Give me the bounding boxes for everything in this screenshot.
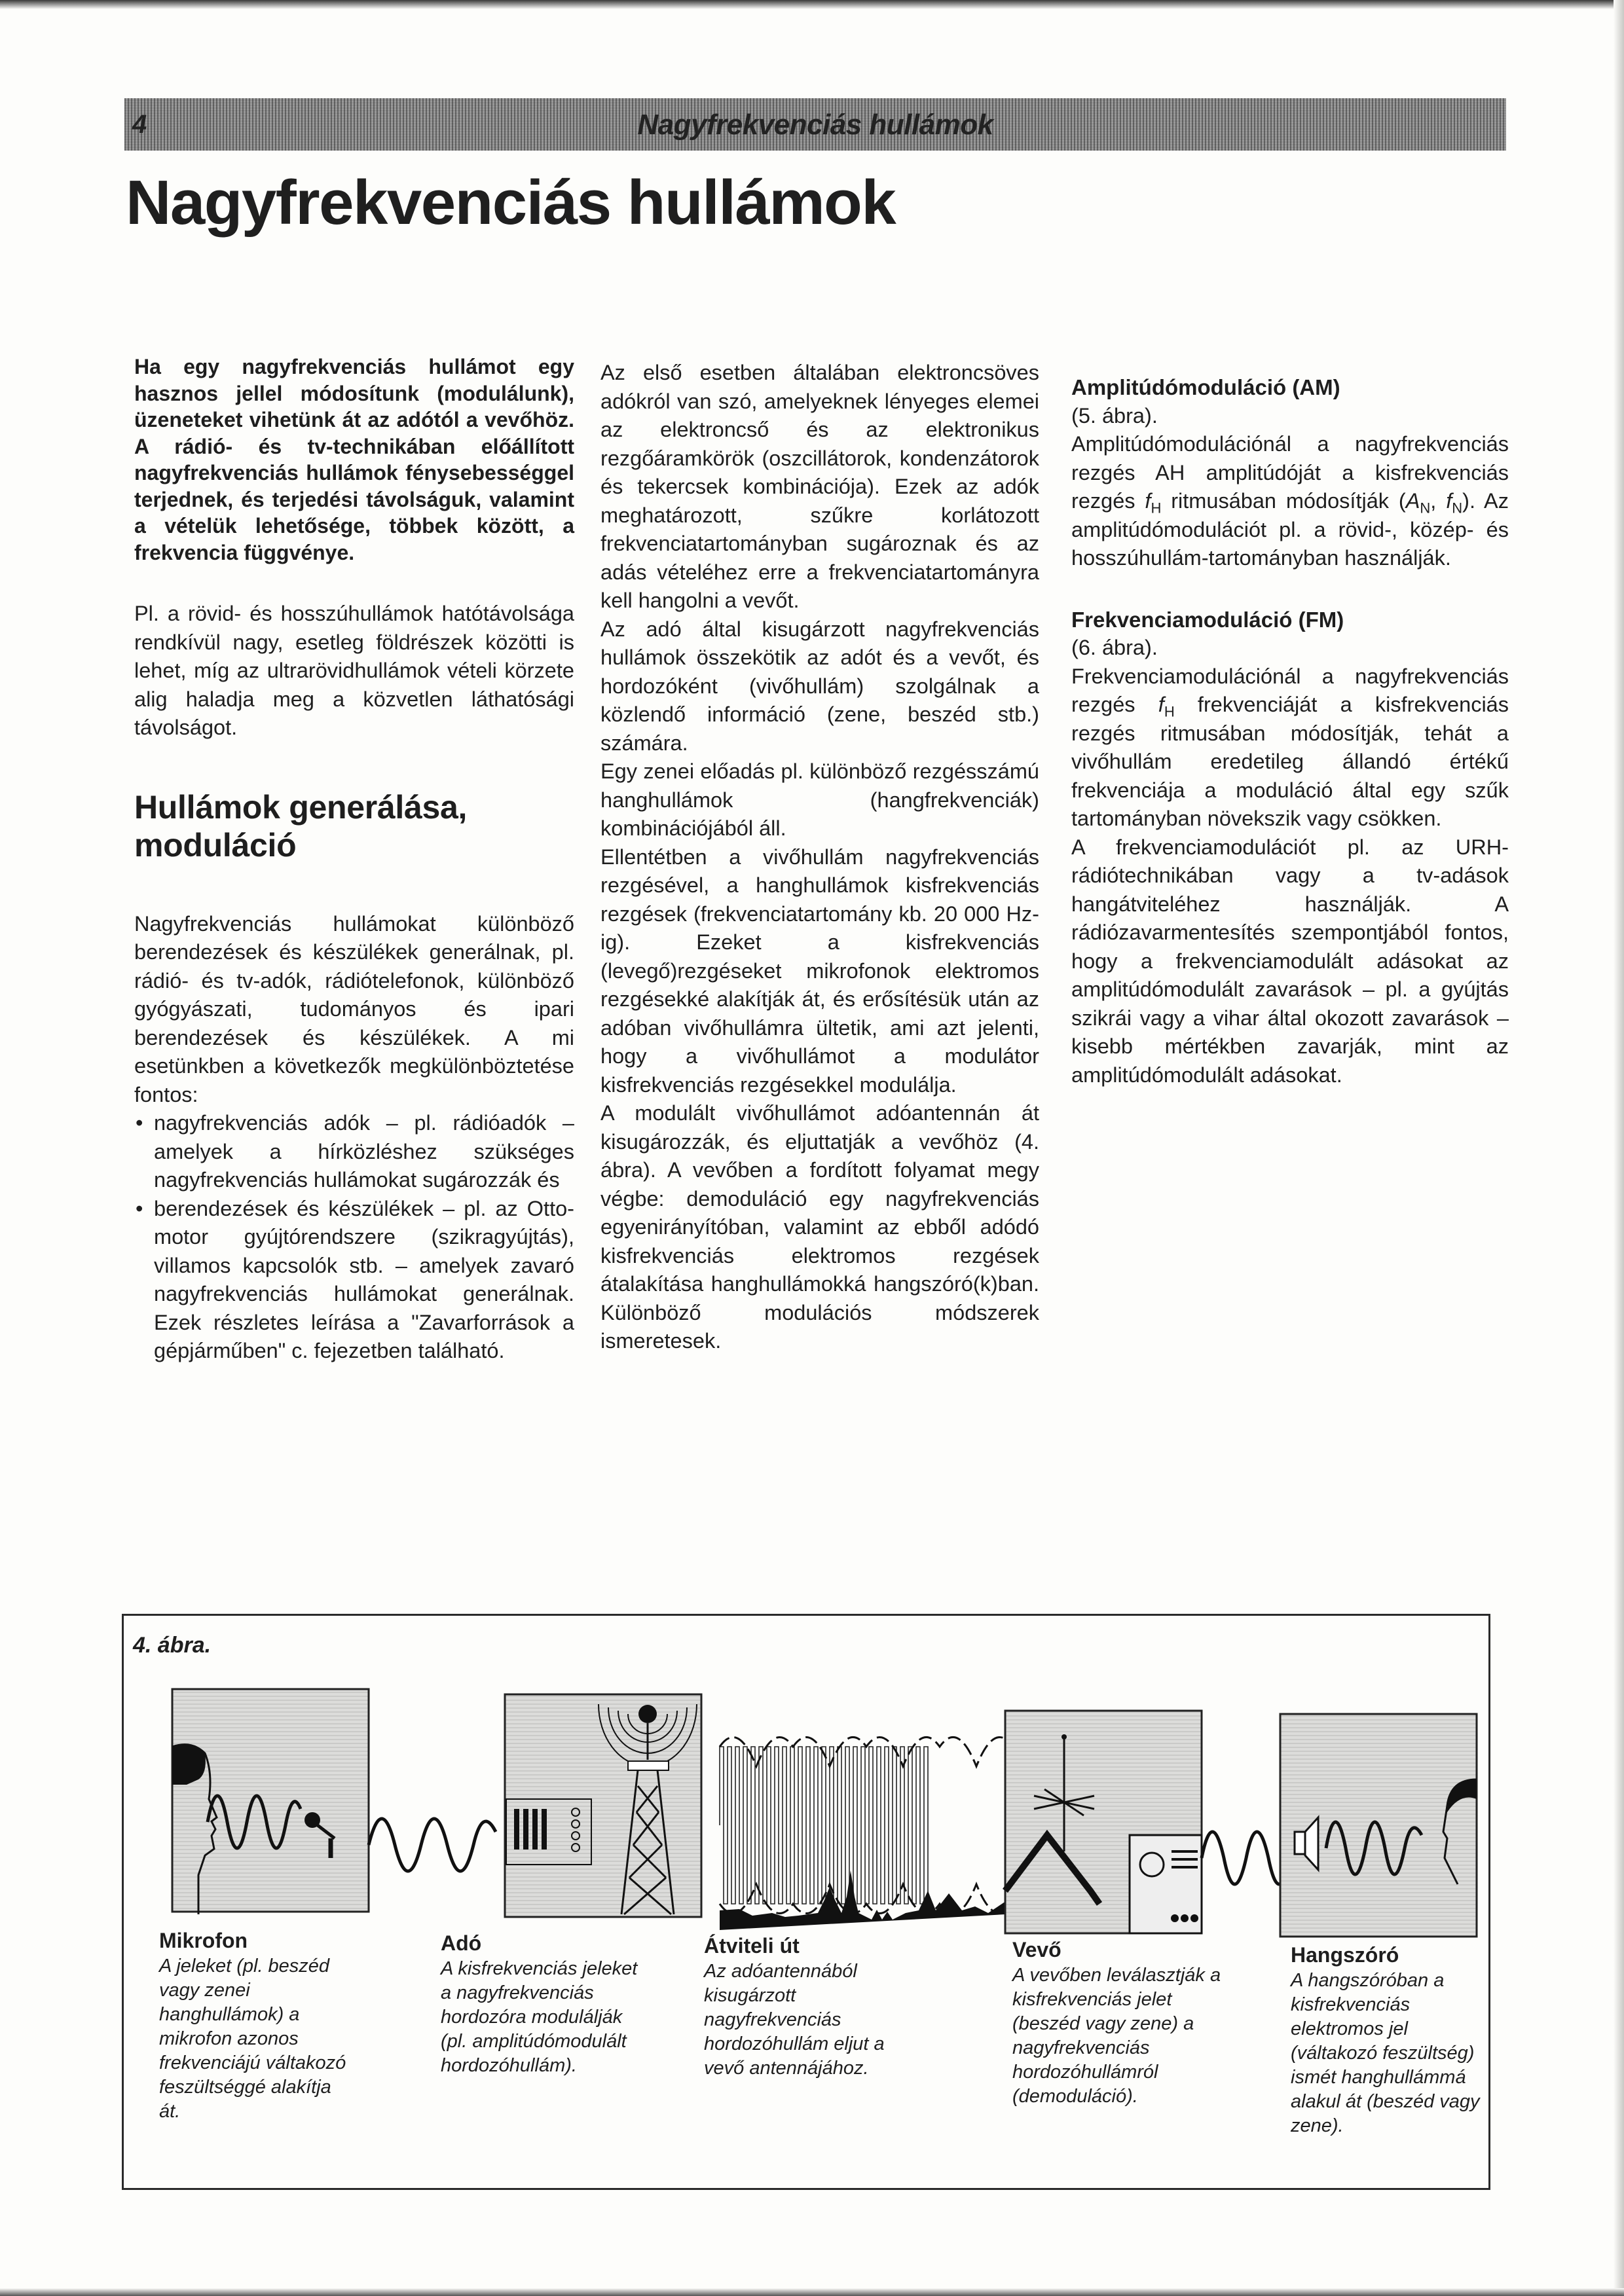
bullet-list (134, 1109, 574, 1366)
caption-transmission-path: Átviteli út Az adóantennából kisugárzott nagyfrekvenciás hordozóhullám eljut a vevő antennájához. (704, 1934, 885, 2079)
paragraph: Az első esetben általában elektroncsöves adókról van szó, amelyeknek lényeges elemei az elektroncső és az elektronikus rezgőáramkörök (oszcillátorok, kondenzátorok és tekercsek kombinációja). Ezek az adók meghatározott, szűkre korlátozott frekvenciatartományban sugároznak és az adás vételéhez erre a frekvenciatartományra kell hangolni a vevőt. (600, 361, 1039, 612)
page-number: 4 (132, 110, 147, 139)
caption-receiver: Vevő A vevőben leválasztják a kisfrekvenciás jelet (beszéd vagy zene) a nagyfrekvenciás hordozóhullámról (demoduláció). (1012, 1938, 1221, 2107)
list-item: • nagyfrekvenciás adók – pl. rádióadók – amelyek a hírközléshez szükséges nagyfrekvenciás hullámokat sugározzák és (134, 1109, 574, 1195)
caption-transmitter: Adó A kisfrekvenciás jeleket a nagyfrekvenciás hordozóra modulálják (pl. amplitúdómodulált hordozóhullám). (441, 1931, 638, 2076)
speaker-person-microphone-icon (172, 1689, 369, 1914)
receiver-antenna-radio-icon (1005, 1711, 1202, 1933)
running-header (124, 98, 1506, 151)
loudspeaker-listener-icon (1280, 1714, 1477, 1937)
fm-figure-ref: (6. ábra). (1071, 636, 1158, 659)
paragraph: Az adó által kisugárzott nagyfrekvenciás hullámok összekötik az adót és a vevőt, és hordozóként (vivőhullám) szolgálnak a közlendő információ (zene, beszéd stb.) számára. (600, 617, 1039, 755)
text-column-2 (600, 359, 1039, 1356)
figure-label: 4. ábra. (133, 1633, 212, 1658)
paragraph: Pl. a rövid- és hosszúhullámok hatótávolsága rendkívül nagy, esetleg földrészek közötti is lehet, míg az ultrarövidhullámok vételi körzete alig haladja meg a közvetlen láthatósági távolságot. (134, 602, 574, 739)
paragraph: Nagyfrekvenciás hullámokat különböző berendezések és készülékek generálnak, pl. rádió- és tv-adók, rádiótelefonok, különböző gyógyászati, tudományos és ipari berendezések és készülékek. A mi esetünkben a következők megkülönböztetése fontos: (134, 911, 574, 1106)
paragraph: A modulált vivőhullámot adóantennán át kisugározzák, és eljuttatják a vevőhöz (4. ábra). A vevőben a fordított folyamat megy végbe: demoduláció egy nagyfrekvenciás egyenirányítóban, valamint az ebből adódó kisfrekvenciás elektromos rezgések átalakítása hanghullámokká hangszóró(k)ban. Különböző modulációs módszerek ismeretesek. (600, 1101, 1039, 1353)
scan-edge (0, 0, 1624, 9)
text-column-1 (134, 354, 574, 1366)
fm-heading: Frekvenciamoduláció (FM) (1071, 607, 1344, 632)
caption-microphone: Mikrofon A jeleket (pl. beszéd vagy zenei hanghullámok) a mikrofon azonos frekvenciájú váltakozó feszültséggé alakítja át. (159, 1929, 346, 2122)
paragraph: Ellentétben a vivőhullám nagyfrekvenciás rezgésével, a hanghullámok kisfrekvenciás rezgések (frekvenciatartomány kb. 20 000 Hz-ig). Ezeket a kisfrekvenciás (levegő)rezgéseket mikrofonok elektromos rezgésekké alakítják át, és erősítésük után az adóban vivőhullámra ültetik, ami azt jelenti, hogy a vivőhullámot a modulátor kisfrekvenciás rezgésekkel modulálja. (600, 845, 1039, 1097)
text-column-3 (1071, 373, 1509, 1089)
running-title: Nagyfrekvenciás hullámok (637, 109, 993, 141)
bullet-icon: • (136, 1196, 143, 1220)
caption-loudspeaker: Hangszóró A hangszóróban a kisfrekvenciás elektromos jel (váltakozó feszültség) ismét hanghullámmá alakul át (beszéd vagy zene). (1291, 1943, 1480, 2136)
list-item: • berendezések és készülékek – pl. az Otto-motor gyújtórendszere (szikragyújtás), villamos kapcsolók stb. – amelyek zavaró nagyfrekvenciás hullámokat generálnak. Ezek részletes leírása a "Zavarforrások a gépjárműben" c. fejezetben található. (134, 1195, 574, 1366)
fm-paragraph: Frekvenciamodulációnál a nagyfrekvenciás rezgés $f_H$ frekvenciáját a kisfrekvenciás rezgés ritmusában módosítják, tehát a vivőhullám eredetileg állandó értékű frekvenciája a moduláció által egy szűk tartományban növekszik vagy csökken. (1071, 664, 1509, 830)
bullet-icon: • (136, 1111, 143, 1135)
transmitter-tower-icon (505, 1694, 701, 1917)
scan-edge (1614, 0, 1624, 2296)
fm-paragraph: A frekvenciamodulációt pl. az URH-rádiótechnikában vagy a tv-adások hangátviteléhez használják. A rádiózavarmentesítés szempontjából fontos, hogy a frekvenciamodulált adásokat az amplitúdómodulált zavarások – pl. a gyújtás szikrái vagy a vihar által okozott zavarások – kisebb mértékben zavarják, mint az amplitúdómodulált adásokat. (1071, 835, 1509, 1087)
section-heading: Hullámok generálása, moduláció (134, 788, 468, 864)
figure-4 (122, 1614, 1490, 2190)
am-figure-ref: (5. ábra). (1071, 403, 1158, 428)
signal-wave-icon (369, 1819, 496, 1871)
scan-edge (0, 2288, 1624, 2296)
paragraph: Egy zenei előadás pl. különböző rezgésszámú hanghullámok (hangfrekvenciák) kombinációjából áll. (600, 759, 1039, 840)
am-heading: Amplitúdómoduláció (AM) (1071, 375, 1340, 399)
lead-paragraph: Ha egy nagyfrekvenciás hullámot egy hasznos jellel módosítunk (modulálunk), üzeneteket vihetünk át az adótól a vevőhöz. A rádió- és tv-technikában előállított nagyfrekvenciás hullámok fénysebességgel terjednek, és terjedési távolságuk, valamint a vételük lehetősége, többek között, a frekvencia függvénye. (134, 355, 574, 564)
am-paragraph: Amplitúdómodulációnál a nagyfrekvenciás rezgés AH amplitúdóját a kisfrekvenciás rezgés $f_H$ ritmusában módosítják ($A_N$, $f_N$). Az amplitúdómodulációt pl. a rövid-, közép- és hosszúhullám-tartományban használják. (1071, 432, 1509, 570)
page-title: Nagyfrekvenciás hullámok (126, 168, 896, 238)
